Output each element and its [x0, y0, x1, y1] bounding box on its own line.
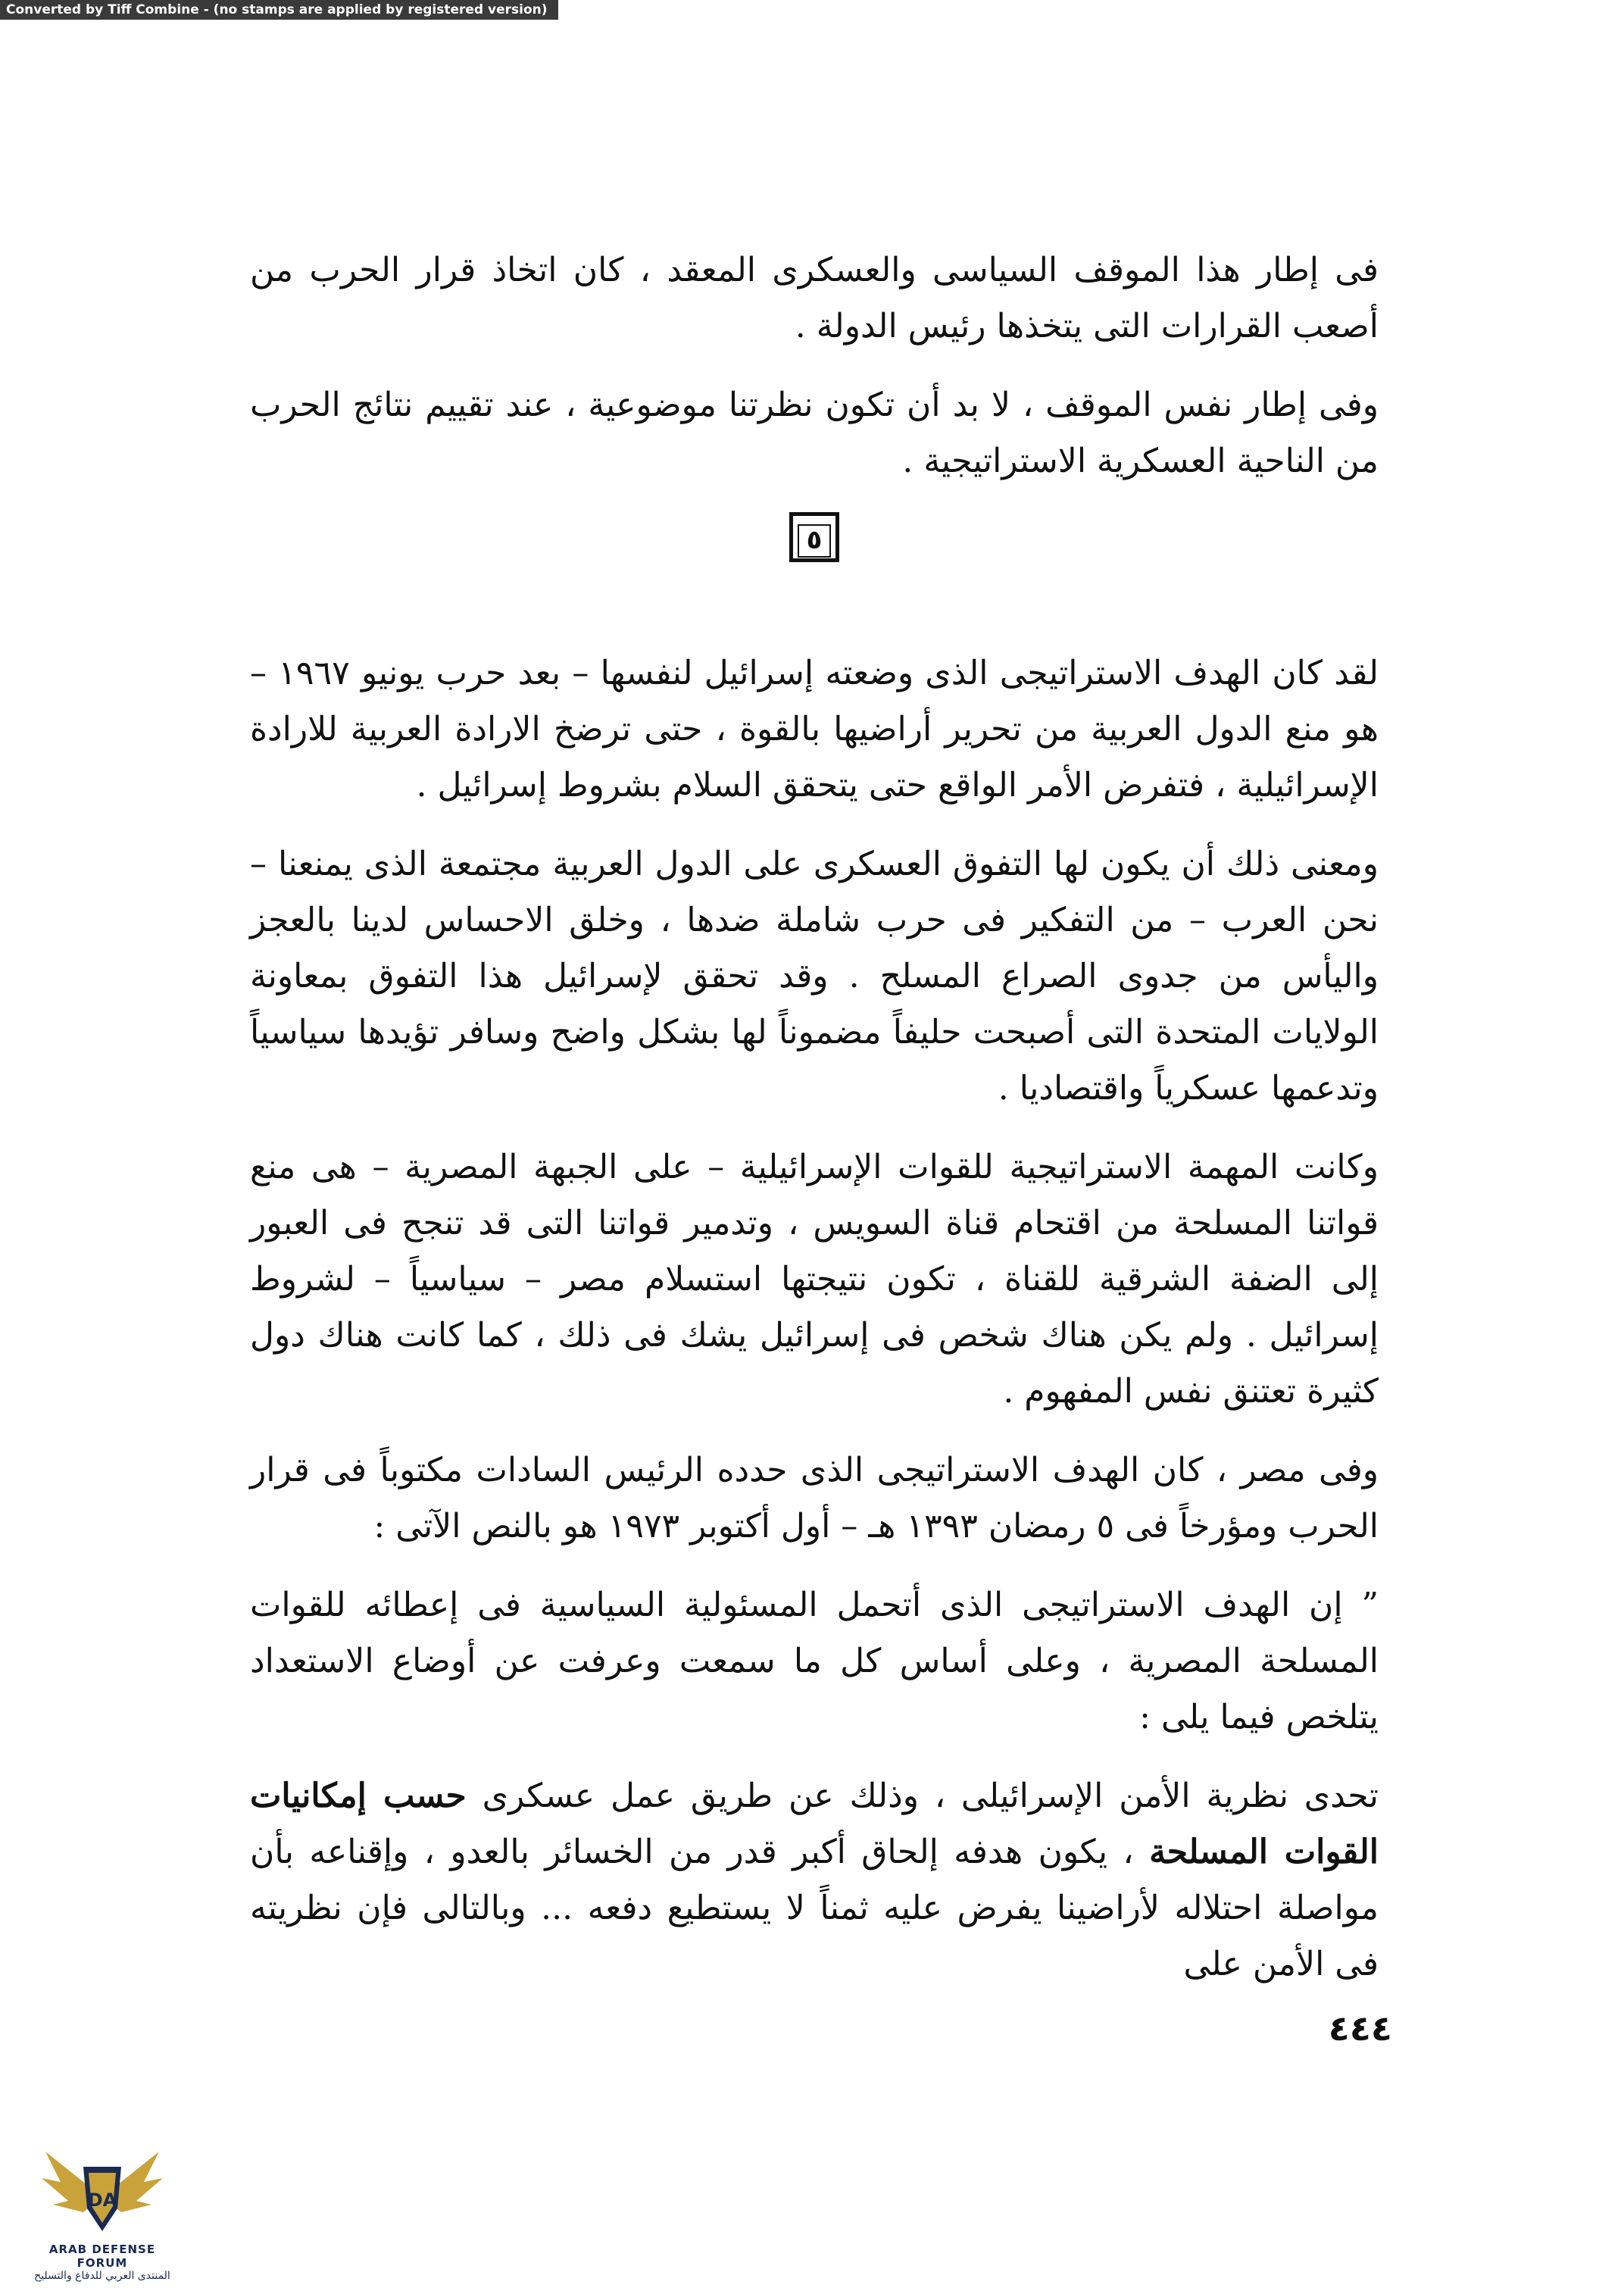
paragraph-2: وفى إطار نفس الموقف ، لا بد أن تكون نظرتنا موضوعية ، عند تقييم نتائج الحرب من الناحية العسكرية الاستراتيجية .	[250, 386, 1379, 480]
paragraph-1: فى إطار هذا الموقف السياسى والعسكرى المعقد ، كان اتخاذ قرار الحرب من أصعب القرارات التى يتخذها رئيس الدولة .	[250, 251, 1379, 345]
logo-caption-ar: المنتدى العربي للدفاع والتسليح	[34, 2270, 170, 2282]
paragraph-3: لقد كان الهدف الاستراتيجى الذى وضعته إسرائيل لنفسها – بعد حرب يونيو ١٩٦٧ – هو منع الدول العربية من تحرير أراضيها بالقوة ، حتى ترضخ الارادة العربية للارادة الإسرائيلية ، فتفرض الأمر الواقع حتى يتحقق السلام بشروط إسرائيل .	[250, 654, 1379, 805]
eagle-wings-icon	[38, 2136, 167, 2243]
conversion-banner: Converted by Tiff Combine - (no stamps are applied by registered version)	[0, 0, 558, 20]
paragraph-4: ومعنى ذلك أن يكون لها التفوق العسكرى على الدول العربية مجتمعة الذى يمنعنا – نحن العرب – من التفكير فى حرب شاملة ضدها ، وخلق الاحساس لدينا بالعجز واليأس من جدوى الصراع المسلح . وقد تحقق لإسرائيل هذا التفوق بمعاونة الولايات المتحدة التى أصبحت حليفاً مضموناً لها بشكل واضح وسافر تؤيدها سياسياً وتدعمها عسكرياً واقتصاديا .	[250, 845, 1379, 1108]
forum-logo	[30, 2136, 174, 2288]
logo-mark: DA	[87, 2189, 117, 2211]
paragraph-8-part-1: تحدى نظرية الأمن الإسرائيلى ، وذلك عن طريق عمل عسكرى	[466, 1777, 1379, 1815]
document-page	[250, 242, 1379, 2015]
paragraph-8-bold: حسب إمكانيات القوات المسلحة	[250, 1777, 1379, 1871]
logo-caption-en: ARAB DEFENSE FORUM	[48, 2243, 156, 2270]
paragraph-7-quote: ” إن الهدف الاستراتيجى الذى أتحمل المسئولية السياسية فى إعطائه للقوات المسلحة المصرية ، وعلى أساس كل ما سمعت وعرفت عن أوضاع الاستعداد يتلخص فيما يلى :	[250, 1586, 1379, 1736]
section-number: ٥	[798, 524, 831, 558]
paragraph-6: وفى مصر ، كان الهدف الاستراتيجى الذى حدده الرئيس السادات مكتوباً فى قرار الحرب ومؤرخاً فى ٥ رمضان ١٣٩٣ هـ – أول أكتوبر ١٩٧٣ هو بالنص الآتى :	[250, 1451, 1379, 1546]
paragraph-5: وكانت المهمة الاستراتيجية للقوات الإسرائيلية – على الجبهة المصرية – هى منع قواتنا المسلحة من اقتحام قناة السويس ، وتدمير قواتنا التى قد تنجح فى العبور إلى الضفة الشرقية للقناة ، تكون نتيجتها استسلام مصر – سياسياً – لشروط إسرائيل . ولم يكن هناك شخص فى إسرائيل يشك فى ذلك ، كما كانت هناك دول كثيرة تعتنق نفس المفهوم .	[250, 1148, 1379, 1411]
section-number-box	[789, 512, 839, 562]
paragraph-8	[250, 1768, 1379, 1993]
page-number: ٤٤٤	[1328, 2008, 1392, 2049]
paragraph-8-part-2: ، يكون هدفه إلحاق أكبر قدر من الخسائر بالعدو ، وإقناعه بأن مواصلة احتلاله لأراضينا يفرض عليه ثمناً لا يستطيع دفعه ... وبالتالى فإن نظريته فى الأمن على	[250, 1833, 1379, 1983]
